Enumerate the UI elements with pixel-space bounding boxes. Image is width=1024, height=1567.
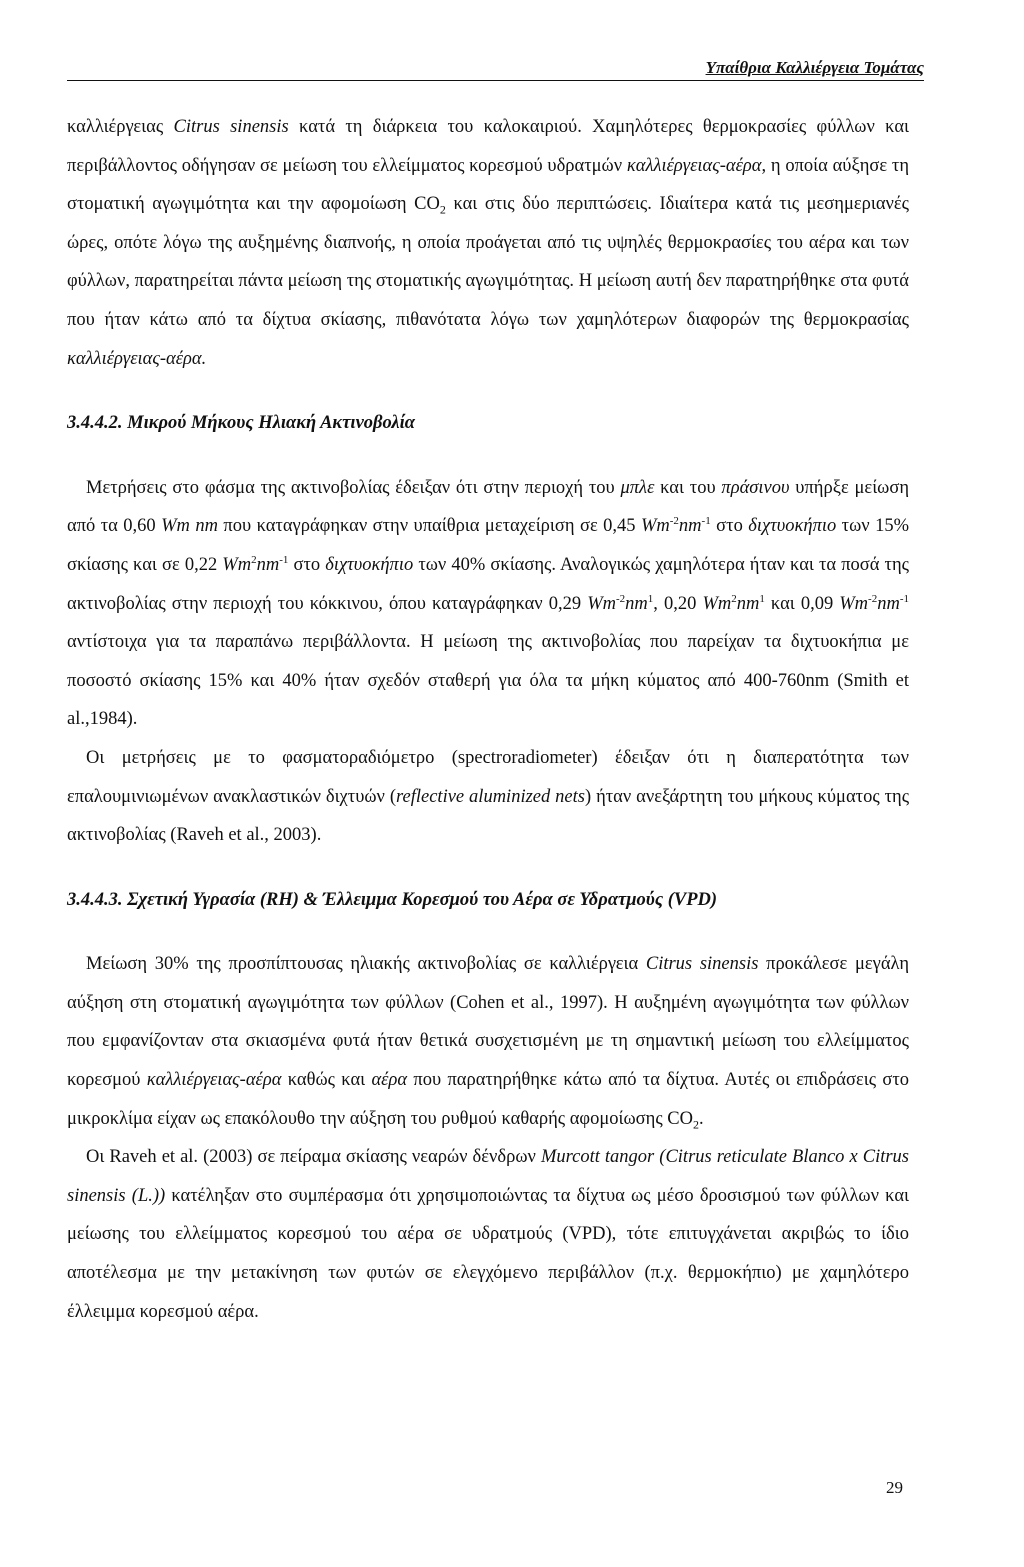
page-number: 29 [886, 1478, 903, 1497]
section-heading-radiation [67, 404, 909, 443]
paragraph-intro: καλλιέργειας Citrus sinensis κατά τη διάρκεια του καλοκαιριού. Χαμηλότερες θερμοκρασίες φύλλων και περιβάλλοντος οδήγησαν σε μείωση του ελλείμματος κορεσμού υδρατμών καλλιέργειας-αέρα, η οποία αύξησε τη στοματική αγωγιμότητα και την αφομοίωση $CO_2$ και στις δύο περιπτώσεις. Ιδιαίτερα κατά τις μεσημεριανές ώρες, οπότε λόγω της αυξημένης διαπνοής, η οποία προάγεται από τις υψηλές θερμοκρασίες του αέρα και των φύλλων, παρατηρείται πάντα μείωση της στοματικής αγωγιμότητας. Η μείωση αυτή δεν παρατηρήθηκε στα φυτά που ήταν κάτω από τα δίχτυα σκίασης, πιθανότατα λόγω των χαμηλότερων διαφορών της θερμοκρασίας καλλιέργειας-αέρα. [67, 117, 910, 369]
paragraph-raveh: Οι Raveh et al. (2003) σε πείραμα σκίασης νεαρών δένδρων Murcott tangor (Citrus reticulate Blanco x Citrus sinensis (L.)) κατέληξαν στο συμπέρασμα ότι χρησιμοποιώντας τα δίχτυα ως μέσο δροσισμού των φύλλων και μείωσης του ελλείμματος κορεσμού του αέρα σε υδρατμούς (VPD), τότε επιτυγχάνεται ακριβώς το ίδιο αποτέλεσμα με την μετακίνηση των φυτών σε ελεγχόμενο περιβάλλον (π.χ. θερμοκήπιο) με χαμηλότερο έλλειμμα κορεσμού αέρα. [67, 1147, 909, 1322]
section-number: 3.4.4.3. [67, 889, 123, 910]
paragraph-spectroradiometer: Οι μετρήσεις με το φασματοραδιόμετρο (spectroradiometer) έδειξαν ότι η διαπερατότητα των επαλουμινιωμένων ανακλαστικών διχτυών (reflective aluminized nets) ήταν ανεξάρτητη του μήκους κύματος της ακτινοβολίας (Raveh et al., 2003). [67, 747, 910, 846]
section-title: Μικρού Μήκους Ηλιακή Ακτινοβολία [127, 413, 416, 434]
running-header: Υπαίθρια Καλλιέργεια Τομάτας [705, 58, 924, 77]
paragraph-humidity: Μείωση 30% της προσπίπτουσας ηλιακής ακτινοβολίας σε καλλιέργεια Citrus sinensis προκάλεσε μεγάλη αύξηση στη στοματική αγωγιμότητα των φύλλων (Cohen et al., 1997). Η αυξημένη αγωγιμότητα των φύλλων που εμφανίζονταν στα σκιασμένα φυτά ήταν θετικά συσχετισμένη με τη σημαντική μείωση του ελλείμματος κορεσμού καλλιέργειας-αέρα καθώς και αέρα που παρατηρήθηκε κάτω από τα δίχτυα. Αυτές οι επιδράσεις στο μικροκλίμα είχαν ως επακόλουθο την αύξηση του ρυθμού καθαρής αφομοίωσης $CO_2$. [67, 954, 910, 1132]
page-body [67, 108, 909, 1331]
header-rule [67, 80, 924, 81]
section-heading-humidity [67, 881, 909, 920]
section-title: Σχετική Υγρασία (RH) & Έλλειμμα Κορεσμού του Αέρα σε Υδρατμούς (VPD) [127, 889, 718, 910]
section-number: 3.4.4.2. [67, 413, 123, 434]
paragraph-radiation: Μετρήσεις στο φάσμα της ακτινοβολίας έδειξαν ότι στην περιοχή του μπλε και του πράσινου υπήρξε μείωση από τα 0,60 Wm nm που καταγράφηκαν στην υπαίθρια μεταχείριση σε 0,45 $Wm^{-2}nm^{-1}$ στο διχτυοκήπιο των 15% σκίασης και σε 0,22 $Wm^2nm^{-1}$ στο διχτυοκήπιο των 40% σκίασης. Αναλογικώς χαμηλότερα ήταν και τα ποσά της ακτινοβολίας στην περιοχή του κόκκινου, όπου καταγράφηκαν 0,29 $Wm^{-2}nm^1$, 0,20 $Wm^2nm^1$ και 0,09 $Wm^{-2}nm^{-1}$ αντίστοιχα για τα παραπάνω περιβάλλοντα. Η μείωση της ακτινοβολίας που παρείχαν τα διχτυοκήπια με ποσοστό σκίασης 15% και 40% ήταν σχεδόν σταθερή για όλα τα μήκη κύματος από 400-760nm (Smith et al.,1984). [67, 477, 910, 730]
